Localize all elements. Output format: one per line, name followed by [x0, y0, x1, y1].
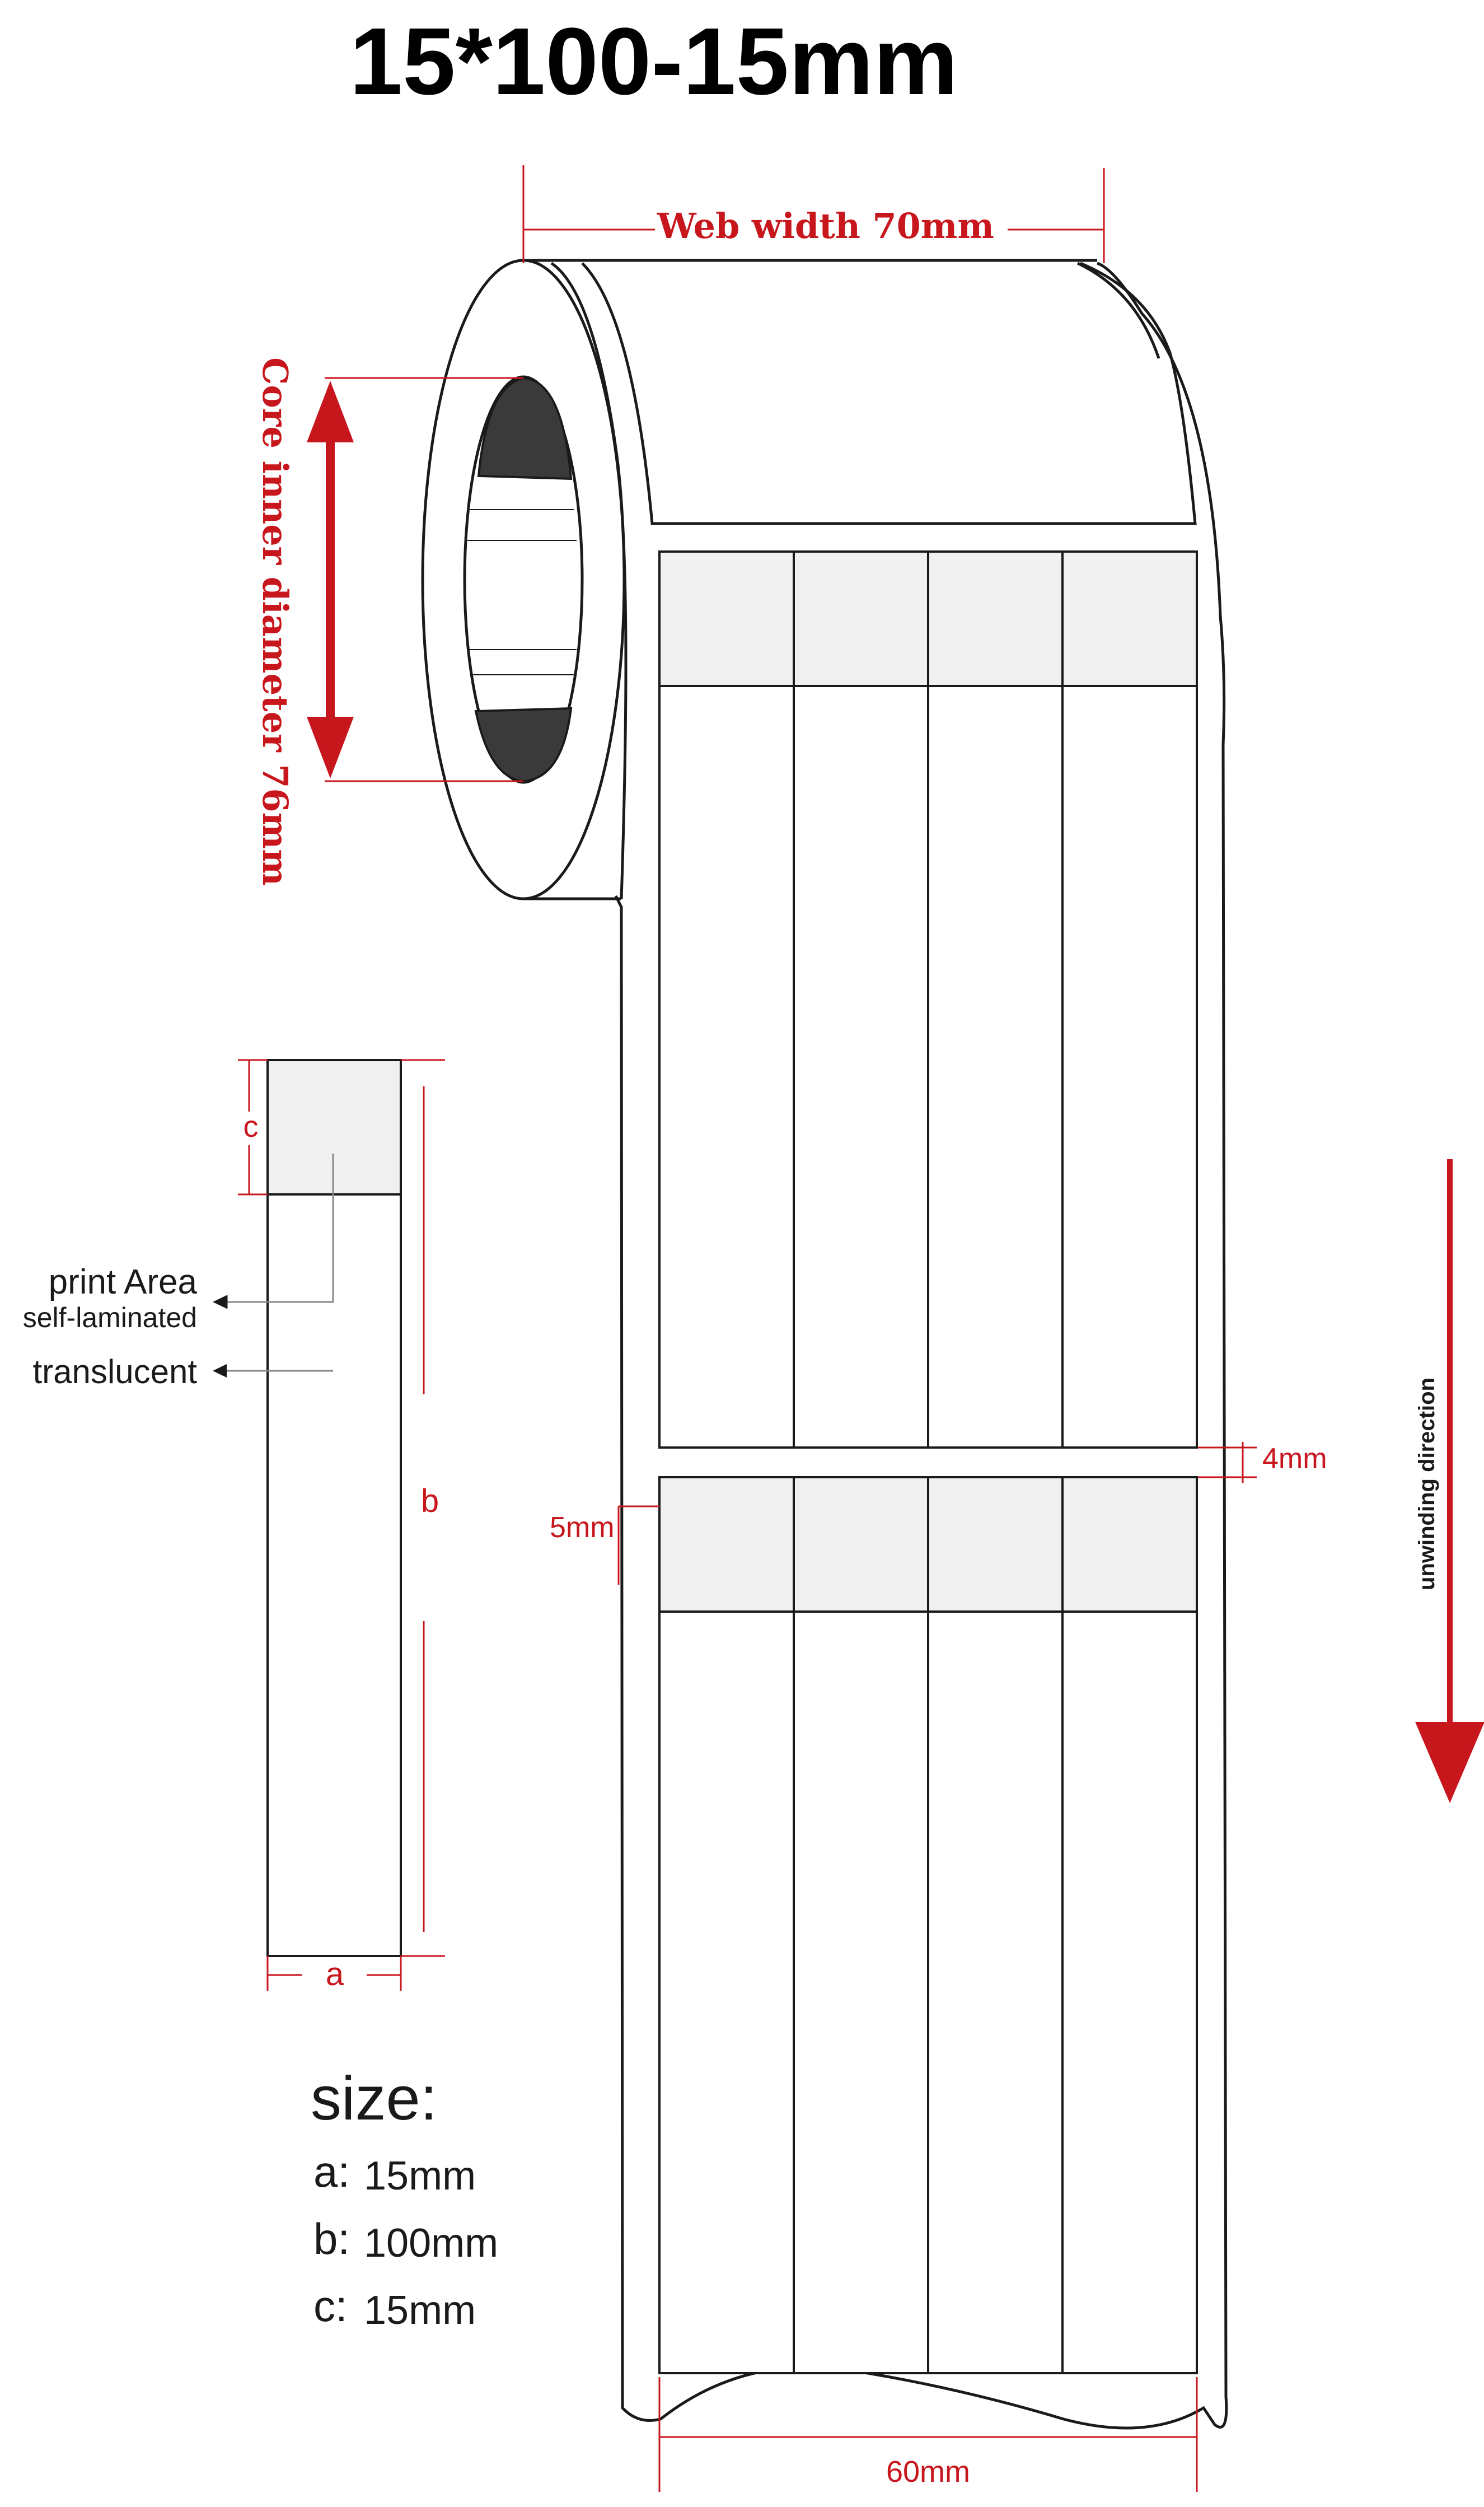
translucent-label: translucent — [32, 1353, 197, 1390]
print-area-label: print Area — [48, 1263, 197, 1301]
arrow-left-icon — [213, 1364, 227, 1378]
single-label-detail — [268, 1060, 401, 1956]
gap-label: 4mm — [1262, 1442, 1327, 1475]
size-b-value: 100mm — [364, 2221, 499, 2266]
page-title: 15*100-15mm — [349, 8, 958, 115]
size-a-value: 15mm — [364, 2154, 476, 2198]
margin-label: 5mm — [550, 1511, 615, 1544]
arrow-left-icon — [213, 1295, 227, 1309]
label-row-1 — [659, 552, 1197, 1448]
a-label: a — [325, 1956, 344, 1992]
c-label: c — [243, 1110, 259, 1143]
margin-dimension — [619, 1506, 659, 1585]
unwinding-direction-label: unwinding direction — [1415, 1378, 1439, 1590]
b-label: b — [420, 1483, 439, 1519]
double-arrow-icon — [307, 381, 354, 778]
size-heading: size: — [311, 2064, 438, 2133]
size-a-key: a: — [313, 2147, 350, 2196]
size-b-key: b: — [313, 2214, 350, 2263]
gap-dimension — [1198, 1442, 1257, 1483]
label-row-2 — [659, 1477, 1197, 2373]
size-c-value: 15mm — [364, 2288, 476, 2333]
liner-label: 60mm — [886, 2455, 971, 2489]
roll-core — [465, 377, 582, 782]
size-c-key: c: — [313, 2281, 348, 2331]
core-diameter-label: Core inner diameter 76mm — [255, 357, 296, 886]
self-laminated-label: self-laminated — [22, 1302, 197, 1333]
web-width-label: Web width 70mm — [657, 206, 995, 246]
